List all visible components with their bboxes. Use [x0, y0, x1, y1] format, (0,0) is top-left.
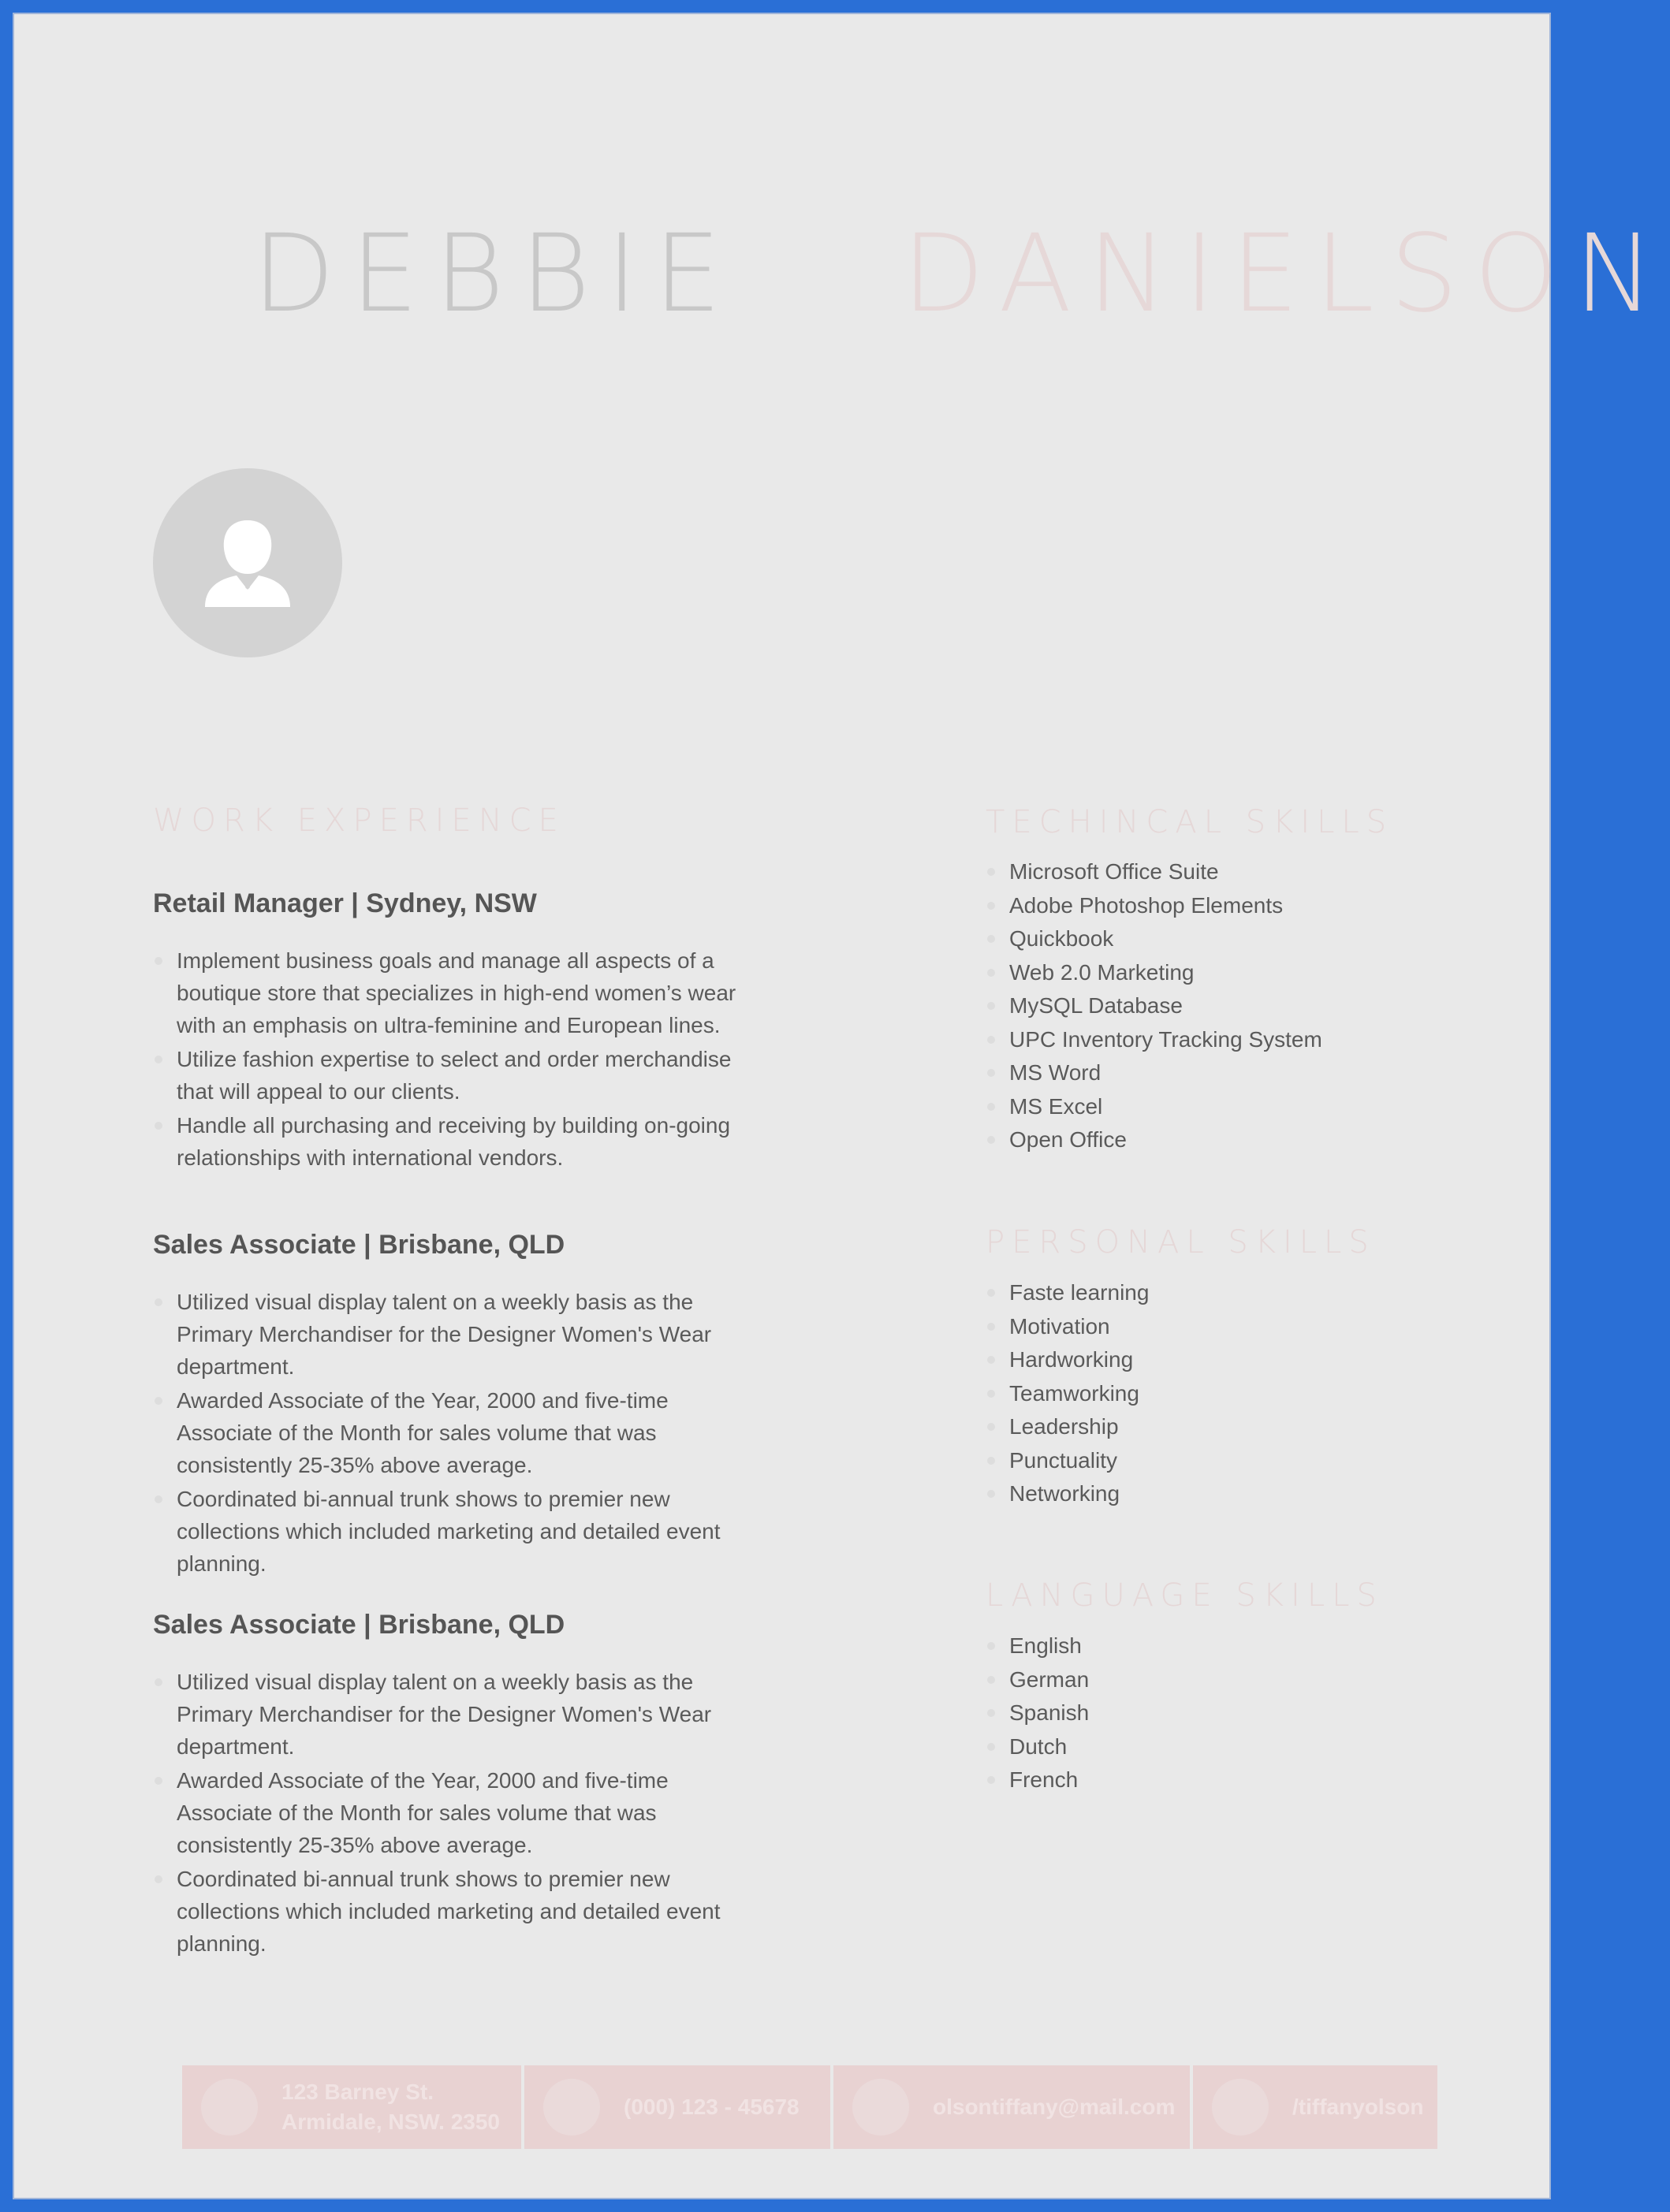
job-title: Sales Associate | Brisbane, QLD	[153, 1610, 565, 1640]
list-item: Microsoft Office Suite	[986, 855, 1427, 889]
location-icon	[201, 2079, 258, 2136]
list-item: Awarded Associate of the Year, 2000 and five-time Associate of the Month for sales volume that was consistently 25-35% above average.	[153, 1384, 760, 1481]
technical-skills-heading: TECHINCAL SKILLS	[986, 804, 1394, 840]
list-item: MS Word	[986, 1056, 1427, 1090]
list-item: Networking	[986, 1477, 1427, 1511]
personal-skills-heading: PERSONAL SKILLS	[986, 1224, 1376, 1261]
list-item: UPC Inventory Tracking System	[986, 1023, 1427, 1057]
address-line2: Armidale, NSW. 2350	[281, 2110, 501, 2134]
list-item: Open Office	[986, 1123, 1427, 1157]
list-item: Web 2.0 Marketing	[986, 956, 1427, 990]
job-date	[153, 922, 760, 941]
contact-address	[182, 2065, 521, 2149]
job-bullets	[153, 1666, 760, 1960]
list-item: Spanish	[986, 1696, 1427, 1730]
social-icon	[1212, 2079, 1269, 2136]
avatar	[153, 468, 342, 657]
list-item: Quickbook	[986, 922, 1427, 956]
job-date	[153, 1644, 760, 1663]
contact-bar	[182, 2065, 1441, 2149]
social-handle: /tiffanyolson	[1292, 2095, 1424, 2119]
mail-icon	[852, 2079, 909, 2136]
list-item: English	[986, 1629, 1427, 1663]
list-item: Coordinated bi-annual trunk shows to premier new collections which included marketing and detailed event planning.	[153, 1863, 760, 1960]
list-item: Dutch	[986, 1730, 1427, 1764]
job-date	[153, 1264, 760, 1283]
list-item: Coordinated bi-annual trunk shows to premier new collections which included marketing and detailed event planning.	[153, 1483, 760, 1580]
list-item: Leadership	[986, 1410, 1427, 1444]
job-bullets	[153, 944, 760, 1174]
list-item: MS Excel	[986, 1090, 1427, 1124]
list-item: Awarded Associate of the Year, 2000 and five-time Associate of the Month for sales volume that was consistently 25-35% above average.	[153, 1764, 760, 1861]
list-item: MySQL Database	[986, 989, 1427, 1023]
list-item: French	[986, 1763, 1427, 1797]
job-title: Retail Manager | Sydney, NSW	[153, 888, 537, 918]
email-address: olsontiffany@mail.com	[933, 2095, 1176, 2119]
list-item: Punctuality	[986, 1444, 1427, 1478]
personal-skills-list	[986, 1276, 1427, 1511]
contact-social[interactable]	[1193, 2065, 1437, 2149]
list-item: Utilized visual display talent on a weekly basis as the Primary Merchandiser for the Designer Women's Wear department.	[153, 1666, 760, 1763]
phone-number: (000) 123 - 45678	[624, 2095, 800, 2119]
resume-page	[13, 13, 1670, 2199]
last-name: DANIELSON	[902, 212, 1670, 337]
list-item: Utilize fashion expertise to select and order merchandise that will appeal to our clients.	[153, 1043, 760, 1108]
language-skills-list	[986, 1629, 1427, 1797]
job-entry	[153, 1227, 760, 1581]
contact-phone[interactable]	[524, 2065, 830, 2149]
list-item: Faste learning	[986, 1276, 1427, 1310]
list-item: Handle all purchasing and receiving by building on-going relationships with international vendors.	[153, 1109, 760, 1174]
phone-icon	[543, 2079, 600, 2136]
technical-skills-list	[986, 855, 1427, 1157]
job-bullets	[153, 1286, 760, 1580]
list-item: Implement business goals and manage all aspects of a boutique store that specializes in high-end women’s wear with an emphasis on ultra-feminine and European lines.	[153, 944, 760, 1041]
work-experience-heading: WORK EXPERIENCE	[153, 803, 565, 839]
job-entry	[153, 1607, 760, 1961]
list-item: German	[986, 1663, 1427, 1697]
list-item: Utilized visual display talent on a weekly basis as the Primary Merchandiser for the Designer Women's Wear department.	[153, 1286, 760, 1383]
list-item: Hardworking	[986, 1343, 1427, 1377]
job-entry	[153, 886, 760, 1175]
contact-email[interactable]	[833, 2065, 1190, 2149]
address-line1: 123 Barney St.	[281, 2080, 434, 2104]
list-item: Teamworking	[986, 1377, 1427, 1411]
language-skills-heading: LANGUAGE SKILLS	[986, 1577, 1384, 1614]
first-name: DEBBIE	[252, 212, 737, 337]
list-item: Motivation	[986, 1310, 1427, 1344]
list-item: Adobe Photoshop Elements	[986, 889, 1427, 923]
person-silhouette-icon	[153, 468, 342, 657]
job-title: Sales Associate | Brisbane, QLD	[153, 1230, 565, 1260]
